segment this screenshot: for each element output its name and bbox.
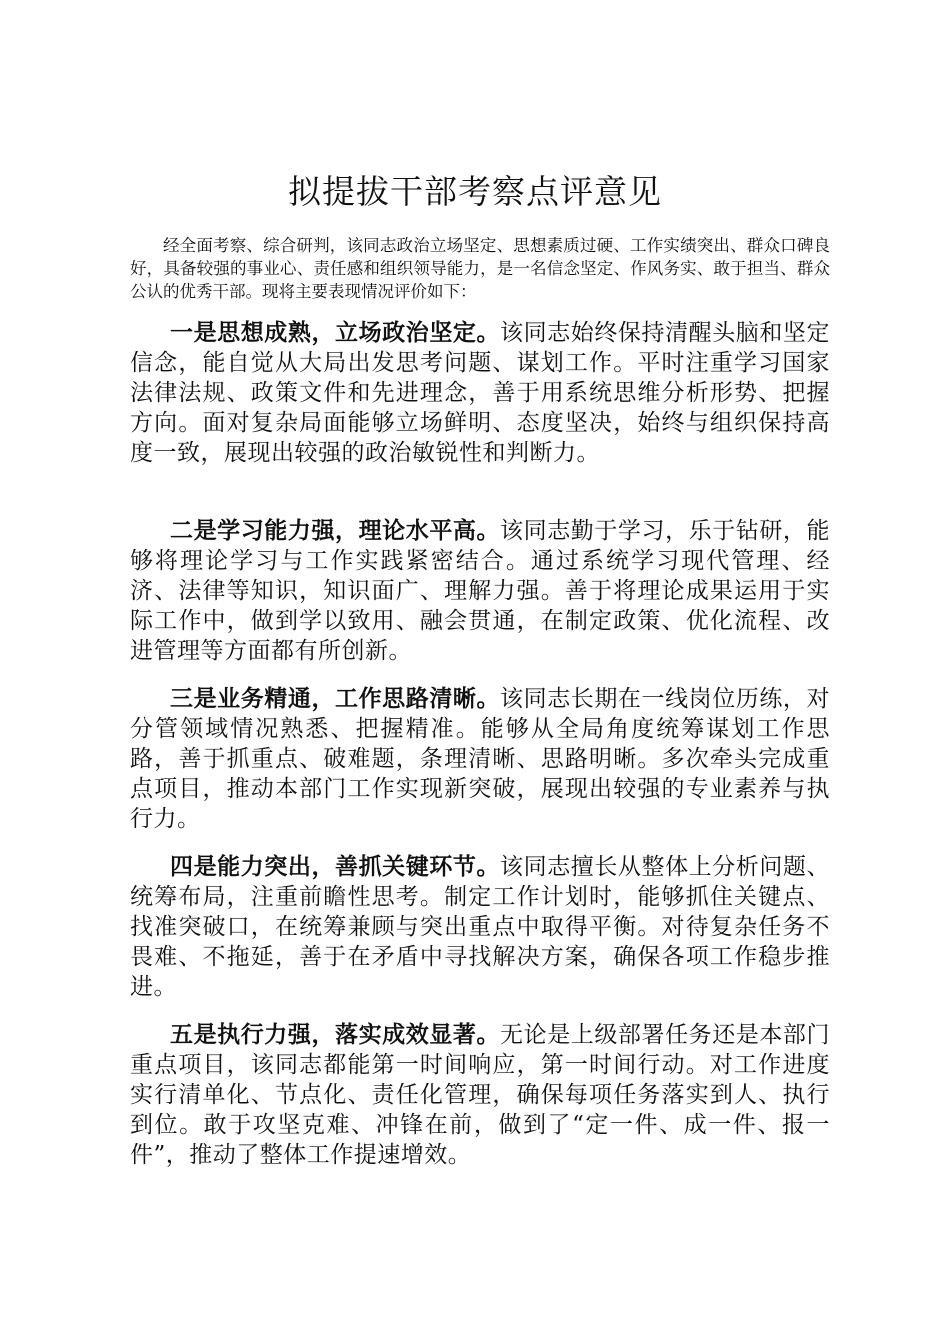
section-body: 该同志长期在一线岗位历练，对分管领域情况熟悉、把握精准。能够从全局角度统筹谋划工作思路，善于抓重点、破难题，条理清晰、思路明晰。多次牵头完成重点项目，推动本部门工作实现新突破，展现出较强的专业素养与执行力。	[130, 686, 831, 832]
intro-paragraph: 经全面考察、综合研判，该同志政治立场坚定、思想素质过硬、工作实绩突出、群众口碑良好，具备较强的事业心、责任感和组织领导能力，是一名信念坚定、作风务实、敢于担当、群众公认的优秀干部。现将主要表现情况评价如下：	[130, 236, 830, 301]
section-body: 该同志勤于学习，乐于钻研，能够将理论学习与工作实践紧密结合。通过系统学习现代管理、经济、法律等知识，知识面广、理解力强。善于将理论成果运用于实际工作中，做到学以致用、融会贯通，在制定政策、优化流程、改进管理等方面都有所创新。	[130, 518, 831, 664]
section-heading: 一是思想成熟，立场政治坚定。	[170, 319, 501, 346]
section-paragraph	[130, 1020, 830, 1170]
section-heading: 四是能力突出，善抓关键环节。	[170, 853, 501, 880]
section-body: 无论是上级部署任务还是本部门重点项目，该同志都能第一时间响应，第一时间行动。对工作进度实行清单化、节点化、责任化管理，确保每项任务落实到人、执行到位。敢于攻坚克难、冲锋在前，做到了“定一件、成一件、报一件”，推动了整体工作提速增效。	[130, 1022, 831, 1168]
section-body: 该同志始终保持清醒头脑和坚定信念，能自觉从大局出发思考问题、谋划工作。平时注重学习国家法律法规、政策文件和先进理念，善于用系统思维分析形势、把握方向。面对复杂局面能够立场鲜明、态度坚决，始终与组织保持高度一致，展现出较强的政治敏锐性和判断力。	[130, 320, 831, 466]
section-heading: 二是学习能力强，理论水平高。	[170, 517, 501, 544]
section-heading: 五是执行力强，落实成效显著。	[170, 1021, 501, 1048]
section-paragraph	[130, 852, 830, 1002]
section-paragraph	[130, 516, 830, 666]
document-title: 拟提拔干部考察点评意见	[288, 172, 662, 211]
section-heading: 三是业务精通，工作思路清晰。	[170, 685, 501, 712]
section-body: 该同志擅长从整体上分析问题、统筹布局，注重前瞻性思考。制定工作计划时，能够抓住关键点、找准突破口，在统筹兼顾与突出重点中取得平衡。对待复杂任务不畏难、不拖延，善于在矛盾中寻找解决方案，确保各项工作稳步推进。	[130, 854, 831, 1000]
section-paragraph	[130, 684, 830, 834]
section-paragraph	[130, 318, 830, 468]
